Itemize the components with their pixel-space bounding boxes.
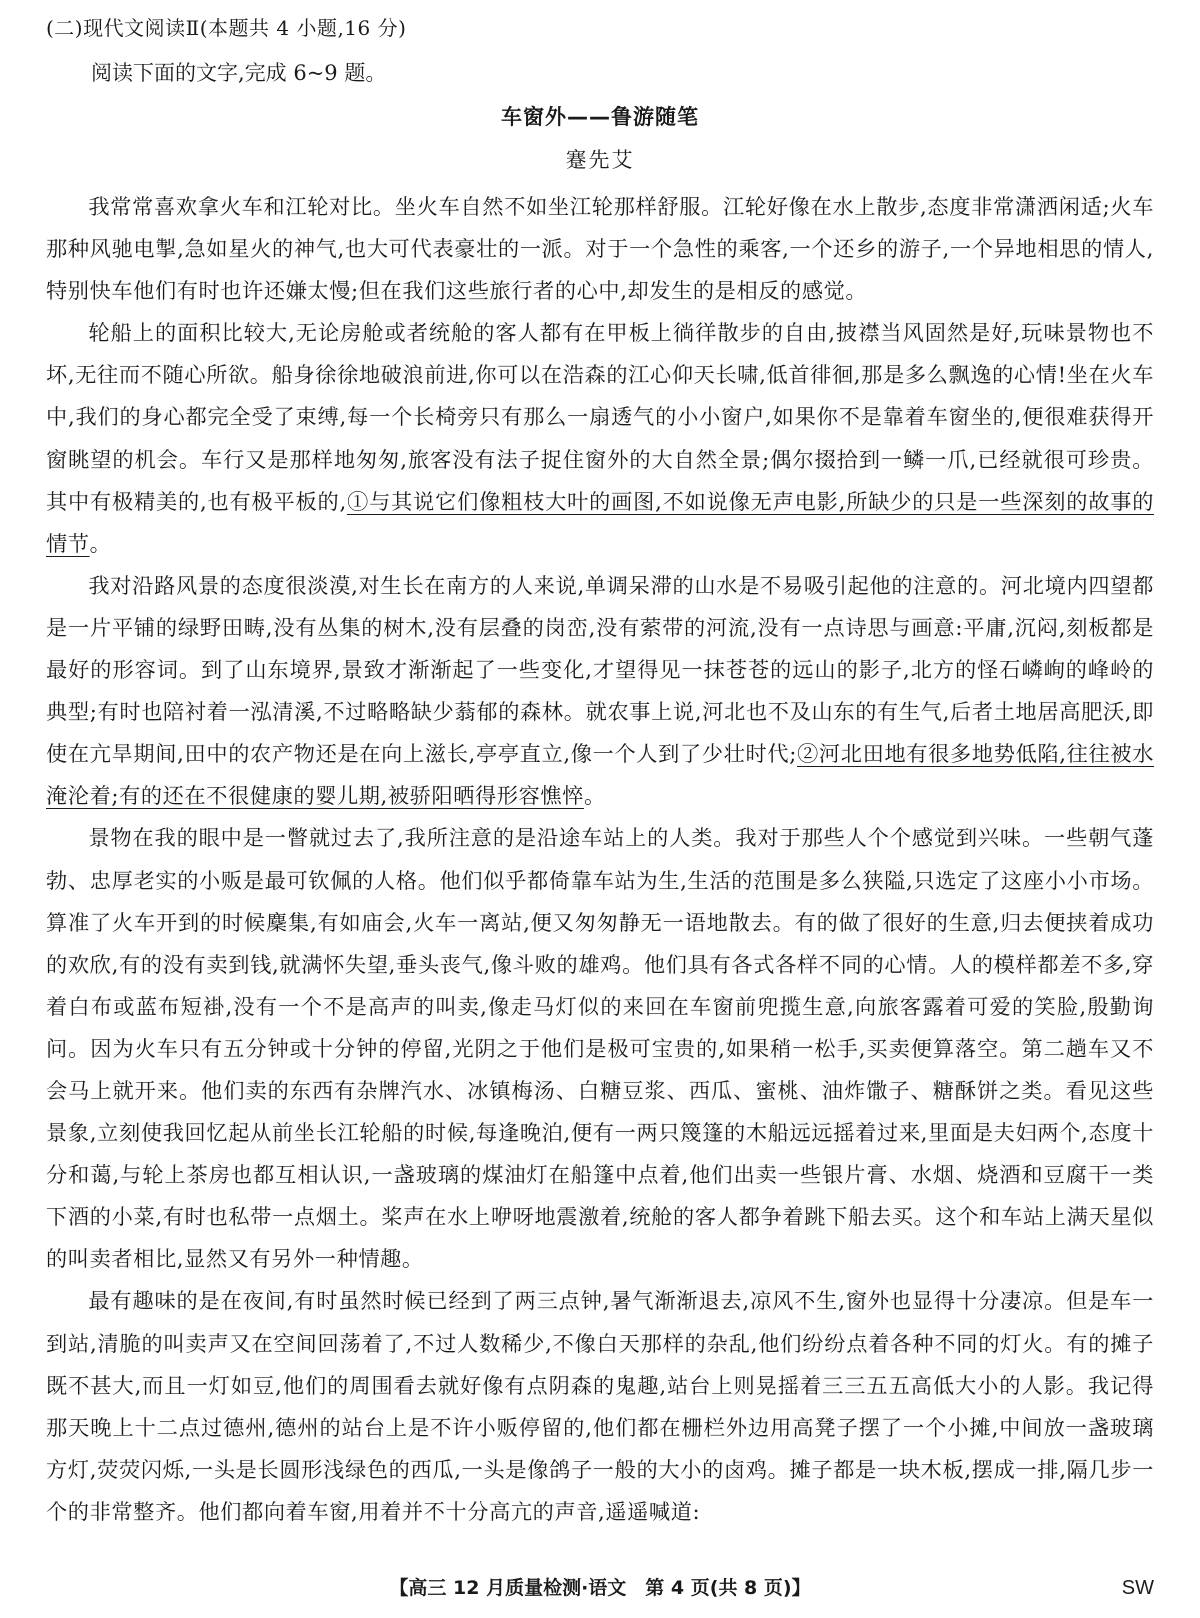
article-author: 蹇先艾 [565,148,635,172]
paragraph-5: 最有趣味的是在夜间,有时虽然时候已经到了两三点钟,暑气渐渐退去,凉风不生,窗外也显得十分凄凉。但是车一到站,清脆的叫卖声又在空间回荡着了,不过人数稀少,不像白天那样的杂乱,他们纷纷点着各种不同的灯火。有的摊子既不甚大,而且一灯如豆,他们的周围看去就好像有点阴森的鬼趣,站台上则晃摇着三三五五高低大小的人影。我记得那天晚上十二点过德州,德州的站台上是不许小贩停留的,他们都在栅栏外边用高凳子摆了一个小摊,中间放一盏玻璃方灯,荧荧闪烁,一头是长圆形浅绿色的西瓜,一头是像鸽子一般的大小的卤鸡。摊子都是一块木板,摆成一排,隔几步一个的非常整齐。他们都向着车窗,用着并不十分高亢的声音,遥遥喊道: [46,1288,1154,1524]
paragraph-2-end: 。 [89,530,112,556]
article-body [46,186,1154,1533]
reading-instruction: 阅读下面的文字,完成 6~9 题。 [91,61,387,85]
paragraph-3-text: 我对沿路风景的态度很淡漠,对生长在南方的人来说,单调呆滞的山水是不易吸引起他的注意的。河北境内四望都是一片平铺的绿野田畴,没有丛集的树木,没有层叠的岗峦,没有萦带的河流,没有一点诗思与画意:平庸,沉闷,刻板都是最好的形容词。到了山东境界,景致才渐渐起了一些变化,才望得见一抹苍苍的远山的影子,北方的怪石嶙峋的峰岭的典型;有时也陪衬着一泓清溪,不过略略缺少蓊郁的森林。就农事上说,河北也不及山东的有生气,后者土地居高肥沃,即使在亢旱期间,田中的农产物还是在向上滋长,亭亭直立,像一个人到了少壮时代; [46,572,1154,767]
section-heading: (二)现代文阅读Ⅱ(本题共 4 小题,16 分) [46,16,407,40]
paragraph-1: 我常常喜欢拿火车和江轮对比。坐火车自然不如坐江轮那样舒服。江轮好像在水上散步,态度非常潇洒闲适;火车那种风驰电掣,急如星火的神气,也大可代表豪壮的一派。对于一个急性的乘客,一个还乡的游子,一个异地相思的情人,特别快车他们有时也许还嫌太慢;但在我们这些旅行者的心中,却发生的是相反的感觉。 [46,194,1154,304]
underlined-sentence-1: ①与其说它们像粗枝大叶的画图,不如说像无声电影,所缺少的只是一些深刻的故事的情节 [46,488,1154,556]
paragraph-2-text: 轮船上的面积比较大,无论房舱或者统舱的客人都有在甲板上徜徉散步的自由,披襟当风固然是好,玩味景物也不坏,无往而不随心所欲。船身徐徐地破浪前进,你可以在浩森的江心仰天长啸,低首徘徊,那是多么飘逸的心情!坐在火车中,我们的身心都完全受了束缚,每一个长椅旁只有那么一扇透气的小小窗户,如果你不是靠着车窗坐的,便很难获得开窗眺望的机会。车行又是那样地匆匆,旅客没有法子捉住窗外的大自然全景;偶尔掇拾到一鳞一爪,已经就很可珍贵。其中有极精美的,也有极平板的, [46,320,1154,514]
paragraph-4: 景物在我的眼中是一瞥就过去了,我所注意的是沿途车站上的人类。我对于那些人个个感觉到兴味。一些朝气蓬勃、忠厚老实的小贩是最可钦佩的人格。他们似乎都倚靠车站为生,生活的范围是多么狭隘,只选定了这座小小市场。算准了火车开到的时候麇集,有如庙会,火车一离站,便又匆匆静无一语地散去。有的做了很好的生意,归去便挟着成功的欢欣,有的没有卖到钱,就满怀失望,垂头丧气,像斗败的雄鸡。他们具有各式各样不同的心情。人的模样都差不多,穿着白布或蓝布短褂,没有一个不是高声的叫卖,像走马灯似的来回在车窗前兜揽生意,向旅客露着可爱的笑脸,殷勤询问。因为火车只有五分钟或十分钟的停留,光阴之于他们是极可宝贵的,如果稍一松手,买卖便算落空。第二趟车又不会马上就开来。他们卖的东西有杂牌汽水、冰镇梅汤、白糖豆浆、西瓜、蜜桃、油炸馓子、糖酥饼之类。看见这些景象,立刻使我回忆起从前坐长江轮船的时候,每逢晚泊,便有一两只篾篷的木船远远摇着过来,里面是夫妇两个,态度十分和蔼,与轮上茶房也都互相认识,一盏玻璃的煤油灯在船篷中点着,他们出卖一些银片膏、水烟、烧酒和豆腐干一类下酒的小菜,有时也私带一点烟土。桨声在水上咿呀地震激着,统舱的客人都争着跳下船去买。这个和车站上满天星似的叫卖者相比,显然又有另外一种情趣。 [46,825,1154,1272]
paragraph-3 [46,565,1154,818]
footer-code: SW [1121,1577,1154,1599]
paragraph-2 [46,312,1154,565]
page-footer: 【高三 12 月质量检测·语文 第 4 页(共 8 页)】 [389,1577,811,1599]
article-title: 车窗外——鲁游随笔 [501,105,699,129]
paragraph-3-end: 。 [583,783,606,809]
underlined-sentence-2: ②河北田地有很多地势低陷,往往被水淹沦着;有的还在不很健康的婴儿期,被骄阳晒得形容憔悴 [46,741,1155,809]
